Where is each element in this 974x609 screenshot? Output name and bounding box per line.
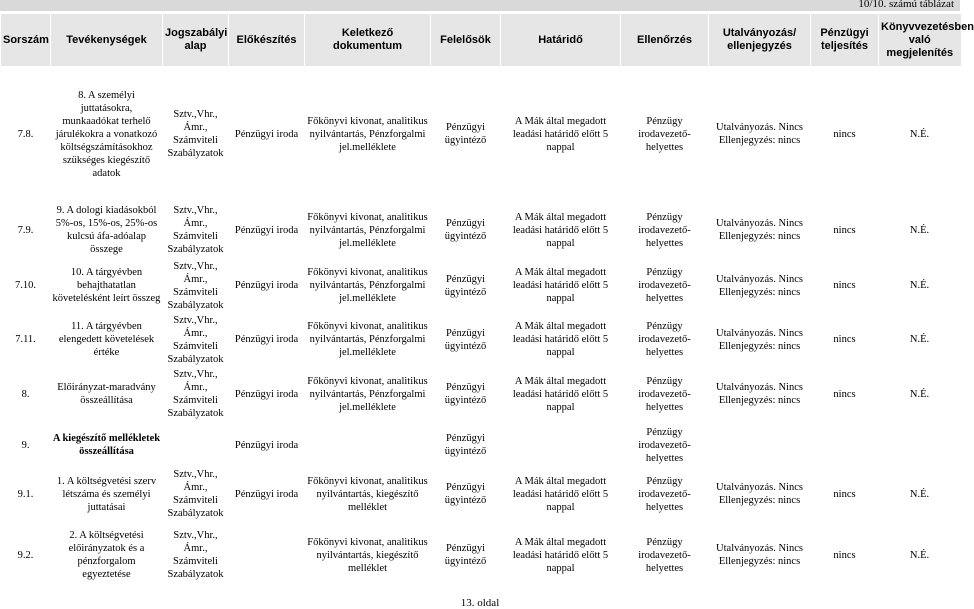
page-number: 13. oldal <box>460 597 500 609</box>
cell-preparation: Pénzügyi iroda <box>234 334 299 345</box>
table-row <box>1 422 961 468</box>
cell-payment: nincs <box>833 280 856 291</box>
cell-payment <box>811 422 879 468</box>
col-header-activity: Tevékenységek <box>51 14 163 66</box>
col-header-preparation: Előkészítés <box>229 14 305 66</box>
cell-bookkeeping: N.É. <box>909 549 930 561</box>
cell-document: Főkönyvi kivonat, analitikus nyilvántartás, Pénzforgalmi jel.melléklete <box>307 115 428 153</box>
cell-bookkeeping: N.É. <box>909 128 930 140</box>
cell-approval: Utalványozás. Nincs Ellenjegyzés: nincs <box>716 543 803 567</box>
cell-approval: Utalványozás. Nincs Ellenjegyzés: nincs <box>716 382 803 406</box>
table-number-label <box>0 0 960 11</box>
cell-check: Pénzügy irodavezető-helyettes <box>638 115 691 153</box>
cell-legal-basis: Sztv.,Vhr., Ámr., Számviteli Szabályzatok <box>167 314 224 365</box>
cell-deadline: A Mák által megadott leadási határidő előtt 5 nappal <box>512 115 609 153</box>
table-row <box>1 66 961 202</box>
cell-check: Pénzügy irodavezető-helyettes <box>638 321 691 358</box>
cell-number: 9.1. <box>17 488 34 500</box>
cell-bookkeeping: N.É. <box>909 280 930 291</box>
table-row <box>1 520 961 590</box>
table-row <box>1 258 961 313</box>
cell-activity: 11. A tárgyévben elengedett követelések értéke <box>58 321 155 358</box>
cell-activity: 10. A tárgyévben behajthatatlan követelésként leírt összeg <box>52 267 161 304</box>
cell-bookkeeping: N.É. <box>909 388 930 400</box>
cell-preparation: Pénzügyi iroda <box>234 388 299 400</box>
cell-number: 7.9. <box>17 224 34 236</box>
cell-payment: nincs <box>833 334 856 345</box>
cell-number: 9. <box>21 439 30 451</box>
cell-check: Pénzügy irodavezető-helyettes <box>638 536 691 574</box>
cell-approval <box>709 422 811 468</box>
cell-responsible: Pénzügyi ügyintéző <box>444 327 487 352</box>
cell-activity: 9. A dologi kiadásokból 5%-os, 15%-os, 25%-os kulcsú áfa-adóalap összege <box>55 205 158 255</box>
cell-check: Pénzügy irodavezető-helyettes <box>638 426 691 464</box>
cell-document: Főkönyvi kivonat, analitikus nyilvántartás, Pénzforgalmi jel.melléklete <box>307 211 428 249</box>
cell-preparation: Pénzügyi iroda <box>234 439 299 451</box>
cell-document: Főkönyvi kivonat, analitikus nyilvántartás, Pénzforgalmi jel.melléklete <box>307 267 428 304</box>
col-header-legal-basis: Jogszabályi alap <box>163 14 229 66</box>
cell-bookkeeping: N.É. <box>909 224 930 236</box>
col-header-check: Ellenőrzés <box>621 14 709 66</box>
cell-check: Pénzügy irodavezető-helyettes <box>638 267 691 304</box>
cell-number: 7.8. <box>17 128 34 140</box>
cell-payment: nincs <box>833 549 856 561</box>
cell-preparation: Pénzügyi iroda <box>234 280 299 291</box>
header-row <box>1 14 961 66</box>
cell-approval: Utalványozás. Nincs Ellenjegyzés: nincs <box>716 273 803 298</box>
table-row <box>1 202 961 258</box>
cell-approval: Utalványozás. Nincs Ellenjegyzés: nincs <box>716 482 803 506</box>
cell-legal-basis: Sztv.,Vhr., Ámr., Számviteli Szabályzatok <box>167 109 224 159</box>
col-header-document: Keletkező dokumentum <box>305 14 431 66</box>
cell-bookkeeping: N.É. <box>909 488 930 500</box>
cell-deadline: A Mák által megadott leadási határidő előtt 5 nappal <box>512 321 609 358</box>
cell-approval: Utalványozás. Nincs Ellenjegyzés: nincs <box>716 327 803 352</box>
cell-responsible: Pénzügyi ügyintéző <box>444 433 487 457</box>
table-number-text: 10/10. számú táblázat <box>858 0 954 10</box>
cell-approval: Utalványozás. Nincs Ellenjegyzés: nincs <box>716 218 803 242</box>
cell-payment: nincs <box>833 388 856 400</box>
cell-responsible: Pénzügyi ügyintéző <box>444 543 487 567</box>
cell-number: 8. <box>21 388 30 400</box>
col-header-number: Sorszám <box>1 14 51 66</box>
cell-activity: 1. A költségvetési szerv létszáma és személyi juttatásai <box>56 475 157 513</box>
cell-approval: Utalványozás. Nincs Ellenjegyzés: nincs <box>716 122 803 146</box>
table-row <box>1 366 961 422</box>
cell-deadline <box>501 422 621 468</box>
cell-activity: Előirányzat-maradvány összeállítása <box>57 382 156 406</box>
cell-deadline: A Mák által megadott leadási határidő előtt 5 nappal <box>512 375 609 413</box>
cell-preparation <box>229 520 305 590</box>
col-header-payment: Pénzügyi teljesítés <box>811 14 879 66</box>
table-row <box>1 468 961 520</box>
cell-check: Pénzügy irodavezető-helyettes <box>638 375 691 413</box>
col-header-deadline: Határidő <box>501 14 621 66</box>
col-header-bookkeeping: Könyvvezetésben való megjelenítés <box>879 14 961 66</box>
col-header-approval: Utalványozás/ ellenjegyzés <box>709 14 811 66</box>
cell-bookkeeping: N.É. <box>909 334 930 345</box>
cell-legal-basis: Sztv.,Vhr., Ámr., Számviteli Szabályzatok <box>167 205 224 255</box>
cell-check: Pénzügy irodavezető-helyettes <box>638 211 691 249</box>
cell-document <box>305 422 431 468</box>
cell-legal-basis <box>163 422 229 468</box>
process-table <box>0 14 974 590</box>
cell-preparation: Pénzügyi iroda <box>234 224 299 236</box>
cell-legal-basis: Sztv.,Vhr., Ámr., Számviteli Szabályzatok <box>167 260 224 311</box>
cell-bookkeeping <box>879 422 961 468</box>
cell-deadline: A Mák által megadott leadási határidő előtt 5 nappal <box>512 536 609 574</box>
cell-activity: 8. A személyi juttatásokra, munkaadókat terhelő járulékokra a vonatkozó költségszámításokhoz szükséges kiegészítő adatok <box>55 89 158 179</box>
cell-responsible: Pénzügyi ügyintéző <box>444 382 487 406</box>
cell-document: Főkönyvi kivonat, analitikus nyilvántartás, kiegészítő melléklet <box>307 536 428 574</box>
cell-document: Főkönyvi kivonat, analitikus nyilvántartás, kiegészítő melléklet <box>307 475 428 513</box>
cell-payment: nincs <box>833 128 856 140</box>
cell-responsible: Pénzügyi ügyintéző <box>444 218 487 242</box>
cell-responsible: Pénzügyi ügyintéző <box>444 122 487 146</box>
cell-payment: nincs <box>833 488 856 500</box>
col-header-responsible: Felelősök <box>431 14 501 66</box>
cell-activity: A kiegészítő mellékletek összeállítása <box>52 433 161 457</box>
cell-legal-basis: Sztv.,Vhr., Ámr., Számviteli Szabályzatok <box>167 469 224 519</box>
cell-payment: nincs <box>833 224 856 236</box>
cell-preparation: Pénzügyi iroda <box>234 128 299 140</box>
cell-document: Főkönyvi kivonat, analitikus nyilvántartás, Pénzforgalmi jel.melléklete <box>307 375 428 413</box>
cell-deadline: A Mák által megadott leadási határidő előtt 5 nappal <box>512 267 609 304</box>
cell-document: Főkönyvi kivonat, analitikus nyilvántartás, Pénzforgalmi jel.melléklete <box>307 321 428 358</box>
cell-legal-basis: Sztv.,Vhr., Ámr., Számviteli Szabályzatok <box>167 369 224 419</box>
table-row <box>1 313 961 366</box>
cell-number: 9.2. <box>17 549 34 561</box>
cell-responsible: Pénzügyi ügyintéző <box>444 273 487 298</box>
cell-number: 7.10. <box>15 280 36 291</box>
cell-deadline: A Mák által megadott leadási határidő előtt 5 nappal <box>512 475 609 513</box>
cell-deadline: A Mák által megadott leadási határidő előtt 5 nappal <box>512 211 609 249</box>
cell-number: 7.11. <box>15 334 36 345</box>
cell-activity: 2. A költségvetési előirányzatok és a pénzforgalom egyeztetése <box>68 530 145 580</box>
cell-responsible: Pénzügyi ügyintéző <box>444 482 487 506</box>
cell-check: Pénzügy irodavezető-helyettes <box>638 475 691 513</box>
cell-legal-basis: Sztv.,Vhr., Ámr., Számviteli Szabályzatok <box>167 530 224 580</box>
cell-preparation: Pénzügyi iroda <box>234 488 299 500</box>
